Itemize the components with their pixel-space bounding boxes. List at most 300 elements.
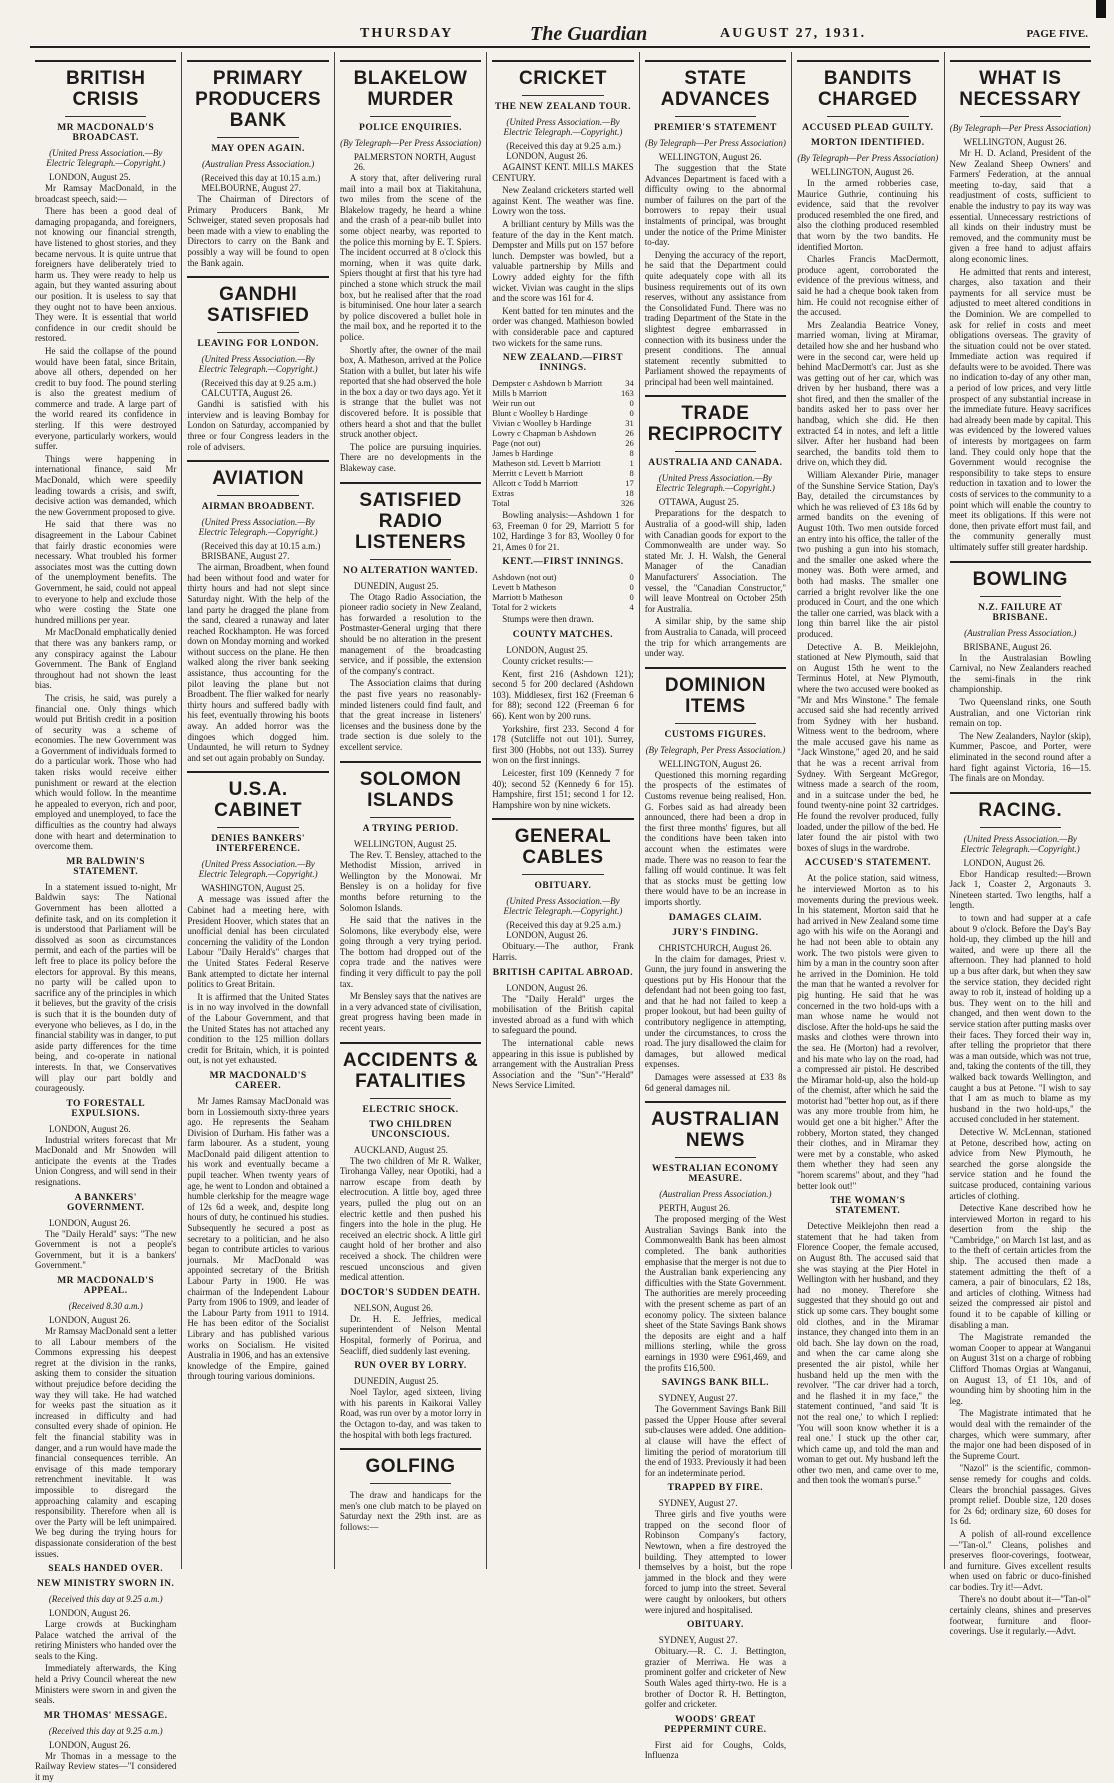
paragraph: Obituary.—The author, Frank Harris.	[492, 941, 634, 962]
dateline: OTTAWA, August 25.	[658, 497, 739, 508]
wire-credit: (Australian Press Association.)	[659, 1189, 772, 1200]
paragraph: Dr. H. E. Jeffries, medical superintendent of Nelson Mental Hospital, formerly of Porirua, and Seacliff, died suddenly last evening.	[339, 1313, 482, 1356]
subheading: PREMIER'S STATEMENT	[653, 123, 777, 133]
headline: TRADE RECIPROCITY	[645, 395, 786, 445]
scorecard-row	[492, 408, 633, 418]
scorecard-row	[492, 602, 633, 612]
scorecard-runs: 4	[629, 602, 634, 613]
article	[492, 60, 633, 348]
subheading: N.Z. FAILURE AT BRISBANE.	[978, 602, 1063, 623]
scorecard-runs: 17	[625, 478, 634, 489]
paragraph: The draw and handicaps for the men's one club match to be played on Saturday next the 29th inst. are as follows:—	[339, 1490, 482, 1532]
scorecard-row	[492, 398, 633, 408]
dateline: LONDON, August 25.	[506, 645, 588, 656]
headline-rule	[370, 116, 451, 117]
subheading: MR MACDONALD'S APPEAL.	[57, 1276, 155, 1297]
paragraph: He said that the natives in the Solomons, like everybody else, were going through a very trying period. The bottom had dropped out of the copra trade and the natives were finding it very difficult to pay the poll tax.	[339, 915, 482, 989]
headline-rule	[980, 116, 1061, 117]
headline-rule	[217, 332, 298, 333]
paragraph: Detective Kane described how he interviewed Morton in regard to his desertion from the ship the "Cambridge," on March 1st last, and as to the theft of certain articles from the ship. The accused then made a statement admitting the theft of a camera, a pair of binoculars, £2 18s, and articles of clothing. Witness had seized the compressed air pistol and found it to be capable of killing or disabling a man.	[949, 1203, 1091, 1330]
paragraph: Mr Ramsay MacDonald, in the broadcast speech, said:—	[35, 183, 177, 204]
paragraph: Yorkshire, first 233. Second 4 for 178 (Sutcliffe not out 101). Surrey, first 300 (Hobbs, not out 133). Surrey won on the first innings.	[492, 723, 634, 766]
article	[950, 1463, 1091, 1637]
scorecard-row	[492, 582, 633, 592]
wire-credit: (By Telegraph—Per Press Association)	[644, 138, 786, 148]
dateline: SYDNEY, August 27.	[658, 1498, 738, 1509]
article	[797, 60, 938, 133]
article	[797, 1196, 938, 1486]
dateline: PALMERSTON NORTH, August 26.	[353, 152, 476, 172]
article	[187, 771, 328, 1066]
paragraph: First aid for Coughs, Colds, Influenza	[644, 1739, 787, 1761]
dateline: DUNEDIN, August 25.	[353, 1376, 439, 1387]
subheading: LEAVING FOR LONDON.	[197, 339, 319, 350]
headline: BRITISH CRISIS	[35, 60, 176, 110]
paragraph: The "Daily Herald" urges the mobilisation of the British capital invested abroad as a fund with which to safeguard the pound.	[492, 993, 634, 1036]
paragraph: New Zealand cricketers started well against Kent. The weather was fine. Lowry won the toss.	[492, 185, 634, 217]
scorecard-runs: 163	[620, 388, 634, 399]
paragraph: Mr Ramsay MacDonald sent a letter to all Labour members of the Commons expressing his deepest regret at the division in the ranks, asking them to consider the situation without prejudice before deciding the way they will take. He had watched for weeks past the situation as it increased in difficulty and had consulted every shade of opinion. He felt the financial stability was in danger, and a run would have made the financial consequences terrible. An envisage of this made temporary retrenchment inevitable. It was impossible to disregard the approaching calamity and escaping responsibility. Therefore when all is over the Party will be left unimpaired. We beg during the trying hours for dispassionate consideration of the best issues.	[35, 1326, 177, 1559]
wire-credit: (United Press Association.—By Electric Telegraph.—Copyright.)	[960, 833, 1080, 854]
paragraph: Industrial writers forecast that Mr MacDonald and Mr Snowden will anticipate the events at the Trades Union Congress, and will send in their resignations.	[35, 1134, 177, 1188]
wire-credit: (United Press Association.—By Electric Telegraph.—Copyright.)	[655, 473, 775, 494]
scorecard-row	[492, 388, 633, 398]
scorecard-table	[492, 378, 633, 508]
headline: SOLOMON ISLANDS	[340, 761, 481, 811]
dateline: WELLINGTON, August 26.	[811, 167, 914, 177]
wire-credit: (By Telegraph—Per Press Association)	[797, 153, 939, 163]
scorecard-runs: 326	[620, 498, 634, 509]
paragraph: Charles Francis MacDermott, produce agent, corroborated the evidence of the previous witness, and said he had a cheque book taken from him. He could not recognise either of the accused.	[797, 254, 939, 318]
headline: DOMINION ITEMS	[645, 667, 786, 717]
paragraph: The Association claims that during the past five years no reasonably-minded listeners could find fault, and that the great increase in listeners' licenses and the business done by the trade section is due solely to the excellent service.	[339, 678, 482, 752]
headline: U.S.A. CABINET	[187, 771, 328, 821]
scorecard-player: Levett b Matheson	[492, 582, 556, 593]
paragraph: Mr Bensley says that the natives are in a very advanced state of civilisation, great progress having been made in recent years.	[339, 991, 482, 1034]
dateline: (Received this day at 10.15 a.m.) BRISBANE, August 27.	[201, 541, 321, 562]
subheading: POLICE ENQUIRIES.	[359, 123, 463, 133]
wire-credit: (Australian Press Association.)	[964, 627, 1077, 638]
scorecard-row	[492, 428, 633, 438]
headline: RACING.	[950, 792, 1091, 821]
scorecard-player: Lowry c Chapman b Ashdown	[492, 428, 597, 439]
paragraph: Obituary.—R. C. J. Bettington, grazier of Merriwa. He was a prominent golfer and cricketer of New South Wales aged thirty-two. He is a brother of Doctor R. H. Bettington, golfer and cricketer.	[644, 1646, 787, 1710]
dateline: LONDON, August 26.	[49, 1217, 131, 1228]
subheading: WOODS' GREAT PEPPERMINT CURE.	[664, 1714, 767, 1735]
paragraph: A message was issued after the Cabinet had a meeting here, with President Hoover, which states that an unofficial denial has been circulated concerning the validity of the London Labour "Daily Herald's" charges that the United States Federal Reserve Bank attempted to dictate her internal politics to Great Britain.	[187, 894, 329, 990]
wire-credit: (Australian Press Association.)	[202, 159, 315, 169]
article	[492, 630, 633, 810]
paragraph: "Nazol" is the scientific, common-sense remedy for coughs and colds. Clears the bronchial passages. Gives prompt relief. Double size, 120 doses for 2s 6d; ordinary size, 60 doses for 1s 6d.	[949, 1463, 1091, 1527]
paragraph: A polish of all-round excellence—"Tan-ol." Cleans, polishes and preserves floor-coverings, footwear, and furniture. Gives excellent results when used on fabric or duco-finished car bodies. Try it!—Advt.	[949, 1528, 1091, 1592]
subheading: WESTRALIAN ECONOMY MEASURE.	[651, 1164, 779, 1185]
scorecard-player: Total	[492, 498, 510, 509]
paragraph: The Rev. T. Bensley, attached to the Methodist Mission, arrived in Wellington by the Monowai. Mr Bensley is on a holiday for five months before returning to the Solomon Islands.	[339, 849, 482, 913]
wire-credit: (United Press Association.—By Electric Telegraph.—Copyright.)	[198, 859, 318, 880]
headline: WHAT IS NECESSARY	[950, 60, 1091, 110]
subheading: NO ALTERATION WANTED.	[342, 565, 479, 576]
dateline: LONDON, August 25.	[49, 172, 131, 182]
paragraph: The suggestion that the State Advances Department is faced with a difficulty owing to the abnormal number of failures on the part of the borrowers to repay their usual instalments of principal, was brought under the notice of the Prime Minister to-day.	[644, 163, 787, 248]
scorecard-row	[492, 488, 633, 498]
scorecard-row	[492, 448, 633, 458]
subheading: MR BALDWIN'S STATEMENT.	[66, 856, 145, 877]
paragraph: Mr Thomas in a message to the Railway Review states—"I considered it my	[35, 1750, 177, 1783]
dateline: SYDNEY, August 27.	[658, 1635, 738, 1646]
headline-rule	[65, 116, 146, 117]
column-3	[335, 52, 487, 1569]
scorecard-runs: 1	[629, 458, 634, 469]
scorecard-player: Merritt c Levett b Marriott	[492, 468, 583, 479]
article	[35, 1711, 176, 1783]
headline-rule	[217, 827, 298, 828]
article	[35, 857, 176, 1094]
paragraph: Mr James Ramsay MacDonald was born in Lossiemouth sixty-three years ago. He represents the Seaham Division of Durham. His father was a farm labourer. As a student, young MacDonald paid diligent attention to his work and eventually became a pupil teacher. When twenty years of age, he went to London and obtained a humble clerkship for the meagre wage of 12s 6d a week, and, despite long hours of duty, he continued his studies. Subsequently he secured a post as secretary to a politician, and he also began to contribute articles to various journals. Mr MacDonald was appointed secretary of the British Labour Party in 1900. He was chairman of the Independent Labour Party from 1906 to 1909, and leader of the Labour Party from 1911 to 1914. He has been editor of the Socialist Library and has published various works on Socialism. He visited Australia in 1906, and has an extensive knowledge of the Empire, gained through touring various dominions.	[187, 1095, 329, 1382]
paragraph: At the police station, said witness, he interviewed Morton as to his movements during the previous week. In his statement, Morton said that he had arrived in New Zealand some time ago with his wife on the Aorangi and he had not been able to obtain any work. The two pistols were given to him by a man in the country soon after he arrived in the Dominion. He told the man that he wanted a revolver for pig hunting. He said that he was concerned in the two hold-ups with a man whose name he would not disclose. After the hold-ups he said the masks and clothes were thrown into the sea. He (Morton) had a revolver, and his mate who lay on the road, had a compressed air pistol. He described the Miramar hold-up, also the hold-up of the chemist, after which he said the motorist had "better hop out, as if there was any more trouble from him, he would get one a bit higher." After the robbery, Morton stated, they changed their clothes, and in Miramar they were met by a constable, who asked them whether they had seen any "horem scarems" about, and they "had better look out!"	[797, 873, 939, 1191]
article	[340, 482, 481, 753]
dateline: (Received this day at 10.15 a.m.) MELBOURNE, August 27.	[201, 173, 321, 193]
scorecard-runs: 0	[629, 398, 634, 409]
scorecard-player: Mills b Marriott	[492, 388, 548, 399]
headline-rule	[370, 559, 451, 560]
subheading: AUSTRALIA AND CANADA.	[648, 458, 783, 469]
column-5	[640, 52, 792, 1761]
paragraph: William Alexander Pirie, manager of the Sunshine Service Station, Day's Bay, detailed the circumstances by which he was relieved of £3 18s 6d by armed bandits on the evening of August 10th. Two men outside forced an entry into his office, the taller of the two pushing a gun into his stomach, and the smaller one asked where the money was. Both were armed, and both had masks. The smaller one carried a bright revolver like the one produced in Court, and the one which the taller one carried, was black with a long thin barrel like the air pistol produced.	[797, 470, 939, 639]
masthead	[30, 22, 1090, 48]
scorecard-runs: 26	[625, 438, 634, 449]
paragraph: The two children of Mr R. Walker, Tirohanga Valley, near Opotiki, had a narrow escape from death by electrocution. A little boy, aged three years, pulled the plug out on an electric kettle and then pushed his fingers into the hole in the plug. He received an electric shock. A little girl caught hold of her brother and also received a shock. The children were rescued unconscious and given medical attention.	[339, 1155, 482, 1283]
scorecard-title: KENT.—FIRST INNINGS.	[502, 557, 624, 568]
masthead-date: AUGUST 27, 1931.	[720, 26, 867, 41]
subheading: NEW MINISTRY SWORN IN.	[37, 1579, 175, 1590]
masthead-paper-title: The Guardian	[530, 22, 648, 45]
subheading: MR MACDONALD'S BROADCAST.	[57, 123, 155, 143]
wire-credit: (United Press Association.—By Electric Telegraph.—Copyright.)	[46, 148, 166, 168]
wire-credit: (By Telegraph, Per Press Association.)	[645, 744, 786, 755]
paragraph: In the claim for damages, Priest v. Gunn, the jury found in answering the questions put by His Honour that the defendant had not been going too fast, and that he had not failed to keep a proper lookout, but had been guilty of contributory negligence in attempting, under the circumstances, to cross the road. The jury disallowed the claim for damages, but allowed medical expenses.	[644, 953, 787, 1070]
paragraph: Three girls and five youths were trapped on the second floor of Robinson Company's factory, Newtown, when a fire destroyed the building. They attempted to lower themselves by a hoist, but the rope jammed in the block and they were forced to jump into the street. Several were caught by onlookers, but others were injured and hospitalised.	[644, 1509, 787, 1615]
dateline: LONDON, August 26.	[49, 1123, 131, 1134]
article	[645, 1715, 786, 1761]
subheading: MORTON IDENTIFIED.	[811, 138, 925, 148]
wire-credit: (United Press Association.—By Electric Telegraph.—Copyright.)	[198, 517, 318, 538]
article	[950, 60, 1091, 553]
scorecard-player: Allcott c Todd b Marriott	[492, 478, 578, 489]
article	[340, 761, 481, 1034]
scorecard-runs: 0	[629, 408, 634, 419]
subheading: COUNTY MATCHES.	[512, 630, 614, 641]
article	[340, 1288, 481, 1356]
masthead-page-number: PAGE FIVE.	[1026, 28, 1088, 40]
column-1	[30, 52, 182, 1783]
paragraph: The Government Savings Bank Bill passed the Upper House after several sub-clauses were added. One addition-al clause will have the effect of limiting the period of moratorium till the end of 1933. Previously it had been for an indeterminate period.	[644, 1404, 787, 1478]
paragraph: It is affirmed that the United States is in no way involved in the downfall of the Labour Government, and that the United States has not attached any condition to the 125 million dollars credit for Britain, which, it is pointed out, is not yet exhausted.	[187, 991, 329, 1066]
headline-rule	[370, 817, 451, 818]
paragraph: He said the collapse of the pound would have been fatal, since Britain, above all others, depended on her credit to buy food. The pound sterling is also the greatest medium of commerce and trade. A large part of the world reared its confidence in sterling. If this were destroyed everyone, particularly workers, would suffer.	[35, 345, 177, 452]
dateline: DUNEDIN, August 25.	[353, 580, 439, 591]
subheading: TO FORESTALL EXPULSIONS.	[66, 1098, 146, 1119]
paragraph: Detective A. B. Meiklejohn, stationed at New Plymouth, said that on August 15th he went to the Terminus Hotel, at New Plymouth, where the two accused were booked as "Mr and Mrs Winstone." The female accused said she had recently arrived from Sydney with her husband. Witness went to the bedroom, where the male accused gave his name as "Jack Winstone," aged 20, and he said that he was a recent arrival from Sydney. With Sergeant McGregor, witness made a search of the room, and in a suitcase under the bed, he found twenty-nine point 32 cartridges. He found the revolver produced, fully loaded, under the pillow of the bed. He later found the air pistol with two boxes of slugs in the wardrobe.	[797, 641, 939, 853]
paragraph: There has been a good deal of damaging propaganda, and foreigners, not knowing our financial strength, have listened to ghost stories, and they became nervous. It is quite untrue that foreigners have deliberately tried to harm us. They were ready to help us again, but they wanted assuring about our position. It is useless to say that they ought not to have been anxious. They were. It is essential that world confidence in our credit should be restored.	[35, 206, 177, 344]
scorecard-runs: 34	[625, 378, 634, 389]
scorecard-runs: 8	[629, 448, 634, 459]
scorecard-runs: 0	[629, 582, 634, 593]
scorecard-player: Matheson std. Levett b Marriott	[492, 458, 601, 469]
article	[645, 1620, 786, 1710]
article	[645, 60, 786, 387]
dateline: SYDNEY, August 27.	[658, 1393, 738, 1404]
scorecard-player: Vivian c Woolley b Hardinge	[492, 418, 592, 429]
subheading: CUSTOMS FIGURES.	[664, 729, 767, 740]
headline-rule	[370, 1483, 451, 1484]
wire-credit: (United Press Association.—By Electric Telegraph.—Copyright.)	[503, 896, 623, 917]
article	[35, 1564, 176, 1574]
article	[35, 1579, 176, 1706]
paragraph: Stumps were then drawn.	[502, 614, 594, 625]
headline-rule	[675, 1157, 756, 1158]
scorecard-title: NEW ZEALAND.—FIRST INNINGS.	[502, 353, 624, 374]
article	[187, 460, 328, 763]
dateline: (Received this day at 9.25 a.m.) CALCUTTA, August 26.	[201, 378, 316, 399]
subheading: DENIES BANKERS' INTERFERENCE.	[211, 834, 306, 855]
scorecard-row	[492, 592, 633, 602]
paragraph: Gandhi is satisfied with his interview and is leaving Bombay for London on Saturday, accompanied by three or four Congress leaders in the role of advisers.	[187, 399, 329, 452]
scorecard-player: Ashdown (not out)	[492, 572, 557, 583]
dateline: LONDON, August 26.	[49, 1608, 131, 1619]
paragraph: The international cable news appearing in this issue is published by arrangement with the Australian Press Association and the "Sun"-"Herald" News Service Limited.	[492, 1037, 634, 1091]
headline: BOWLING	[950, 561, 1091, 590]
scorecard-player: Marriott b Matheson	[492, 592, 563, 603]
subheading: RUN OVER BY LORRY.	[354, 1361, 467, 1372]
scorecard-row	[492, 572, 633, 582]
paragraph: The Chairman of Directors of Primary Producers Bank, Mr Schweiger, stated seven proposals had been made with a view to enabling the Directors to carry on the Bank and possibly a way will be found to open the Bank again.	[187, 194, 329, 268]
paragraph: Bowling analysis:—Ashdown 1 for 63, Freeman 0 for 29, Marriott 5 for 102, Hardinge 3 for 83, Woolley 0 for 21, Ames 0 for 21.	[492, 510, 634, 552]
headline-rule	[522, 95, 603, 96]
article	[492, 818, 633, 962]
paragraph: A brilliant century by Mills was the feature of the day in the Kent match. Dempster and Mills put on 157 before lunch. Dempster was bowled, but a valuable partnership by Mills and Lowry added eighty for the fifth wicket. Vivian was caught in the slips and the score was 161 for 4.	[492, 218, 634, 304]
headline-rule	[827, 116, 908, 117]
subheading: A TRYING PERIOD.	[362, 823, 459, 834]
subheading: THE NEW ZEALAND TOUR.	[494, 102, 632, 112]
headline: GENERAL CABLES	[492, 818, 633, 868]
column-2	[182, 52, 334, 1569]
paragraph: Two Queensland rinks, one South Australian, and one Victorian rink remain on top.	[949, 696, 1091, 729]
paragraph: Kent batted for ten minutes and the order was changed. Mathieson bowled with considerable pace and captured two wickets for the same runs.	[492, 305, 634, 348]
paragraph: Denying the accuracy of the report, he said that the Department could quite adequately cope with all its business requirements out of its own reserves, without any assistance from the Consolidated Fund. There was no trading Department of the State in the slightest degree embarrassed in connection with its business under the present conditions. The annual statement recently submitted to Parliament showed the repayments of principal had been well maintained.	[644, 249, 787, 387]
paragraph: Detective Meiklejohn then read a statement that he had taken from Florence Cooper, the female accused, on August 8th. The accused said that she was staying at the Pier Hotel in Wellington with her husband, and they had no money. Therefore she suggested that they should go out and stick up some cars. They bought some old clothes, and in the Miramar instance, they changed into them in an old bach. She lay down on the road, and when the car came along she presented the air pistol, while her husband held up the men with the revolver. "The car driver had a torch, and he flashed it in my face," the statement continued, "and said 'It is not the real one,' to which I replied: 'You will soon know whether it is a real one.' I stuck up the other car, which came up, and told the man and woman to get out. My husband left the other two men, and came over to me, and then took the woman's purse."	[797, 1221, 939, 1486]
article	[340, 1120, 481, 1283]
paragraph: Things were happening in international finance, said Mr MacDonald, which were speedily leading towards a crisis, and swift, decisive action was demanded, which the new Government proposed to give.	[35, 453, 177, 517]
dateline: CHRISTCHURCH, August 26.	[658, 942, 772, 953]
paragraph: Large crowds at Buckingham Palace watched the arrival of the retiring Ministers who handed over the seals to the King.	[35, 1619, 177, 1661]
subheading: AIRMAN BROADBENT.	[201, 502, 315, 513]
paragraph: The airman, Broadbent, when found had been without food and water for thirty hours and had not slept since Saturday night. With the help of the land party he dragged the plane from the sand, cleared a runaway and later reached Rockhampton. He was forced down on Monday morning and worked without success on the plane. He then walked along the river bank seeking assistance, thus accounting for the pilot leaving the plane but not Broadbent. The flier walked for nearly thirty hours and suffered badly with his feet, eventually throwing his boots away. An added horror was the dingoes which dogged him. Undaunted, he will return to Sydney and set out again probably on Sunday.	[187, 562, 329, 763]
article	[797, 858, 938, 1191]
article	[797, 138, 938, 853]
scorecard-runs: 18	[625, 488, 634, 499]
headline: BANDITS CHARGED	[797, 60, 938, 110]
scorecard-player: James b Hardinge	[492, 448, 554, 459]
paragraph: The New Zealanders, Naylor (skip), Kummer, Pascoe, and Porter, were eliminated in the second round after a hard fight against Victoria, 16—15. The finals are on Monday.	[949, 730, 1091, 784]
paragraph: The Otago Radio Association, the pioneer radio society in New Zealand, has forwarded a resolution to the Postmaster-General urging that there should be no alteration in the present management of the broadcasting service, and if possible, the extension of the company's contract.	[339, 591, 482, 676]
article	[35, 1276, 176, 1559]
headline: CRICKET	[492, 60, 633, 89]
paragraph: AGAINST KENT. MILLS MAKES CENTURY.	[492, 162, 634, 183]
headline: AUSTRALIAN NEWS	[645, 1101, 786, 1151]
scorecard-row	[492, 458, 633, 468]
subheading: SAVINGS BANK BILL.	[661, 1378, 770, 1389]
paragraph: Mrs Zealandia Beatrice Voney, married woman, living at Miramar, detailed how she and her husband who were in the second car, were held up behind MacDermott's car. Just as she was getting out of her car, which was driven by her husband, there was a shot fired, and then the smaller of the bandits asked her to pass over her handbag, which she did. He then extracted £4 in notes, and left a little silver. After her husband had been searched, the bandits told them to drive on, which they did.	[797, 319, 939, 468]
paragraph: The police are pursuing inquiries. There are no developments in the Blakeway case.	[339, 441, 482, 474]
dateline: LONDON, August 26.	[506, 982, 588, 993]
dateline: AUCKLAND, August 25.	[353, 1144, 448, 1155]
headline-rule	[675, 723, 756, 724]
subheading: TRAPPED BY FIRE.	[667, 1483, 764, 1494]
dateline: (Received this day at 9.25 a.m.) LONDON, August 26.	[506, 920, 621, 941]
subheading: JURY'S FINDING.	[672, 927, 759, 938]
headline-rule	[980, 596, 1061, 597]
headline: ACCIDENTS & FATALITIES	[340, 1042, 481, 1092]
paragraph: Immediately afterwards, the King held a Privy Council whereat the new Ministers were sworn in and given the seals.	[35, 1663, 177, 1706]
article	[340, 1042, 481, 1115]
column-4	[487, 52, 639, 1569]
article	[645, 1101, 786, 1373]
article	[950, 561, 1091, 784]
dateline: WELLINGTON, August 25.	[353, 838, 457, 849]
paragraph: The "Daily Herald" says: "The new Government is not a people's Government, but it is a bankers' Government."	[35, 1228, 177, 1271]
paragraph: A similar ship, by the same ship from Australia to Canada, will proceed the trip for which arrangements are under way.	[644, 616, 787, 659]
paragraph: Preparations for the despatch to Australia of a good-will ship, laden with Canadian goods for export to the Commonwealth are under way. So stated Mr. J. H. Walsh, the General Manager of the Canadian Manufacturers' Association. The vessel, the "Canadian Constructor," will leave Montreal on October 25th for Australia.	[644, 508, 787, 614]
wire-credit: (United Press Association.—By Electric Telegraph.—Copyright.)	[503, 117, 623, 137]
article	[645, 928, 786, 1094]
headline: SATISFIED RADIO LISTENERS	[340, 482, 481, 553]
article	[645, 913, 786, 923]
dateline: NELSON, August 26.	[353, 1302, 433, 1313]
paragraph: The Magistrate intimated that he would deal with the remainder of the charges, which were summary, after the major one had been disposed of in the Supreme Court.	[949, 1408, 1091, 1461]
wire-credit: (Received 8.30 a.m.)	[68, 1301, 143, 1312]
scorecard-player: Page (not out)	[492, 438, 541, 449]
paragraph: He admitted that rents and interest, charges, also taxation and their payments for all service must be adjusted to meet altered conditions in the Dominion. We are compelled to ask for relief in costs and meet obligations overseas. The gravity of the situation could not be over stated. Immediate action was required if defaults were to be avoided. There was no indication to-day of any other man, a period of low prices, and very little prospect of any substantial increase in the immediate future. Heavy sacrifices had already been made by capital. This was evidenced by the lowered values of interests by mortgagees on farm land. They could only hope that the Government would recognise the responsibility to take steps to ensure reduction in taxation and to lower the costs of services to the community to a point which will enable the country to meet its obligations. If this were not done, then private effort must fail, and the community generally must ultimately suffer still greater hardship.	[949, 266, 1091, 552]
paragraph: Damages were assessed at £33 8s 6d general damages nil.	[644, 1072, 787, 1093]
subheading: DOCTOR'S SUDDEN DEATH.	[340, 1287, 481, 1298]
subheading: MR THOMAS' MESSAGE.	[43, 1710, 168, 1721]
article	[340, 1448, 481, 1532]
dateline: LONDON, August 26.	[49, 1315, 131, 1326]
headline: PRIMARY PRODUCERS BANK	[187, 60, 328, 131]
scorecard-row	[492, 498, 633, 508]
article	[35, 60, 176, 852]
article	[492, 968, 633, 1091]
headline: GOLFING	[340, 1448, 481, 1477]
page-edge-mark	[1096, 0, 1106, 18]
dateline: BRISBANE, August 26.	[963, 641, 1052, 652]
dateline: LONDON, August 26.	[963, 857, 1046, 868]
headline: GANDHI SATISFIED	[187, 276, 328, 326]
headline-rule	[980, 827, 1061, 828]
dateline: (Received this day at 9.25 a.m.) LONDON, August 26.	[506, 141, 621, 161]
dateline: WELLINGTON, August 26.	[658, 152, 762, 162]
column-7	[945, 52, 1096, 1637]
paragraph: Mr H. D. Acland, President of the New Zealand Sheep Owners' and Farmers' Federation, at the annual meeting to-day, said that a readjustment of costs, sufficient to enable the industry to pay its way was essential. Unnecessary restrictions of all kinds on their industry must be removed, and the community must be given a free hand to adjust affairs along economic lines.	[949, 148, 1091, 264]
paragraph: Shortly after, the owner of the mail box, A. Matheson, arrived at the Police Station with a bullet, but later his wife reported that she had observed the hole in the box a day or two days ago. Yet it is strange that the bullet was not discovered before. It is possible that others heard a shot and that the bullet struck another object.	[339, 344, 482, 440]
article	[645, 667, 786, 908]
subheading: ELECTRIC SHOCK.	[362, 1104, 459, 1115]
scorecard-runs: 26	[625, 428, 634, 439]
masthead-day: THURSDAY	[360, 26, 454, 41]
article	[492, 557, 633, 625]
scorecard-row	[492, 468, 633, 478]
article	[187, 60, 328, 268]
paragraph: The crisis, he said, was purely a financial one. Only things which would put British credit in a position of security was a scheme of economies. The new Government was a Government of individuals formed to do a particular work. Those who had taken risks would receive either punishment or reward at the election which would follow. In the meantime he appealed to everyon, rich and poor, employed and unemployed, to face the difficulties as the country had always done with heart and determination to overcome them.	[35, 692, 177, 852]
wire-credit: (Received this day at 9.25 a.m.)	[48, 1725, 163, 1736]
paragraph: In the Australasian Bowling Carnival, no New Zealanders reached the semi-finals in the rink championship.	[949, 652, 1091, 695]
article	[187, 1071, 328, 1382]
columns-container	[30, 52, 1096, 1783]
scorecard-runs: 0	[629, 572, 634, 583]
subheading: ACCUSED'S STATEMENT.	[804, 858, 931, 869]
scorecard-player: Weir run out	[492, 398, 536, 409]
scorecard-table	[492, 572, 633, 612]
article	[187, 276, 328, 452]
article	[950, 792, 1091, 1462]
paragraph: to town and had supper at a cafe about 9 o'clock. Before the Day's Bay hold-up, they climbed up the hill and waited, and were up there all the afternoon. They had planned to hold up a bus after dark, but when they saw the service station, they decided right away to rob it, instead of holding up a bus. They went on to the hill and changed, and then went down to the service station after putting masks over their faces. They forced their way in, after telling the proprietor that there was a man outside, which was not true, and, taking the contents of the till, they walked back towards Wellington, and caught a bus at Petone. "I wish to say that I am as much to blame as my husband in the two hold-ups," the accused concluded in her statement.	[949, 913, 1091, 1125]
subheading: A BANKERS' GOVERNMENT.	[67, 1192, 145, 1213]
scorecard-runs: 8	[629, 468, 634, 479]
scorecard-player: Blunt c Woolley b Hardinge	[492, 408, 588, 419]
wire-credit: (By Telegraph—Per Press Association)	[340, 138, 481, 148]
dateline: LONDON, August 26.	[49, 1739, 131, 1750]
article	[340, 60, 481, 474]
paragraph: Questioned this morning regarding the prospects of the estimates of Customs revenue being realised, Hon. G. Forbes said as had already been announced, there had been a drop in the first three months' figures, but all the conditions have been taken into account when the estimates were made. There was no reason to fear the falling off would continue. It was felt that as stocks must be getting low there would have to be an increase in imports shortly.	[644, 769, 787, 907]
paragraph: The proposed merging of the West Australian Savings Bank into the Commonwealth Bank has been almost completed. The bank authorities emphasise that the merger is not due to the Australian bank experiencing any difficulties with the State Government. The authorities are merely proceeding with the present scheme as part of an economy policy. The sixteen balance sheet of the State Savings Bank shows the deposits are eight and a half millions sterling, while the gross earnings in 1930 were £961,469, and the profits £16,500.	[644, 1214, 787, 1373]
scorecard-runs: 31	[625, 418, 634, 429]
paragraph: In the armed robberies case, Maurice Guthrie, continuing his evidence, said that the revolver produced resembled the one fired, and also the clothing produced resembled that worn by the two bandits. He identified Morton.	[797, 178, 939, 252]
subheading: ACCUSED PLEAD GUILTY.	[802, 123, 934, 133]
scorecard-row	[492, 478, 633, 488]
scorecard-row	[492, 438, 633, 448]
paragraph: There's no doubt about it—"Tan-ol" certainly cleans, shines and preserves footwear, furniture and floor-coverings. Use it regularly.—Advt.	[949, 1594, 1091, 1637]
column-6	[792, 52, 944, 1569]
subheading: THE WOMAN'S STATEMENT.	[830, 1196, 906, 1217]
subheading: OBITUARY.	[686, 1620, 744, 1631]
wire-credit: (United Press Association.—By Electric Telegraph.—Copyright.)	[198, 354, 318, 375]
headline: STATE ADVANCES	[645, 60, 786, 110]
dateline: WELLINGTON, August 26.	[658, 758, 762, 769]
subheading: MAY OPEN AGAIN.	[211, 144, 305, 154]
subheading: DAMAGES CLAIM.	[668, 912, 762, 923]
paragraph: In a statement issued to-night, Mr Baldwin says: The National Government has been allotted a definite task, and on its completion it is understood that Parliament will be dissolved as soon as circumstances permit, and each of the parties will be left free to place its policy before the electors for approval. By this means, no party will be called upon to sacrifice any of the principles in which it believes, but the gravity of the crisis is such that it is the bounden duty of everyone who believes, as I do, in the financial stability was in danger, to put aside party differences for the time being, and co-operate in national interests. In that, we Conservatives will play our part boldly and courageously.	[35, 881, 177, 1094]
subheading: MR MACDONALD'S CAREER.	[209, 1070, 307, 1091]
wire-credit: (By Telegraph—Per Press Association)	[949, 123, 1091, 133]
subheading: BRITISH CAPITAL ABROAD.	[492, 967, 634, 978]
article	[492, 353, 633, 552]
article	[645, 1378, 786, 1478]
subheading: OBITUARY.	[534, 881, 592, 892]
headline: BLAKELOW MURDER	[340, 60, 481, 110]
paragraph: Kent, first 216 (Ashdown 121); second 5 for 200 declared (Ashdown 103). Middlesex, first 162 (Freeman 6 for 88); second 122 (Freeman 6 for 66). Kent won by 200 runs.	[492, 668, 634, 722]
paragraph: Noel Taylor, aged sixteen, living with his parents in Kaikorai Valley Road, was run over by a motor lorry in the Octagon to-day, and was taken to the hospital with both legs fractured.	[339, 1387, 482, 1440]
scorecard-player: Dempster c Ashdown b Marriott	[492, 378, 603, 389]
scorecard-runs: 0	[629, 592, 634, 603]
headline-rule	[217, 495, 298, 496]
paragraph: Leicester, first 109 (Kennedy 7 for 40); second 52 (Kennedy 6 for 15). Hampshire, first 151; second 1 for 12. Hampshire won by nine wickets.	[492, 768, 634, 810]
article	[645, 395, 786, 658]
headline-rule	[675, 451, 756, 452]
dateline: WELLINGTON, August 26.	[963, 137, 1067, 147]
paragraph: Ebor Handicap resulted:—Brown Jack 1, Coaster 2, Argonauts 3. Nineteen started. Two lengths, half a length.	[949, 868, 1091, 911]
paragraph: Mr MacDonald emphatically denied that there was any bankers ramp, or any conspiracy against the Labour Government. The Bank of England throughout had not shown the least bias.	[35, 627, 177, 691]
subheading: TWO CHILDREN UNCONSCIOUS.	[369, 1119, 452, 1140]
